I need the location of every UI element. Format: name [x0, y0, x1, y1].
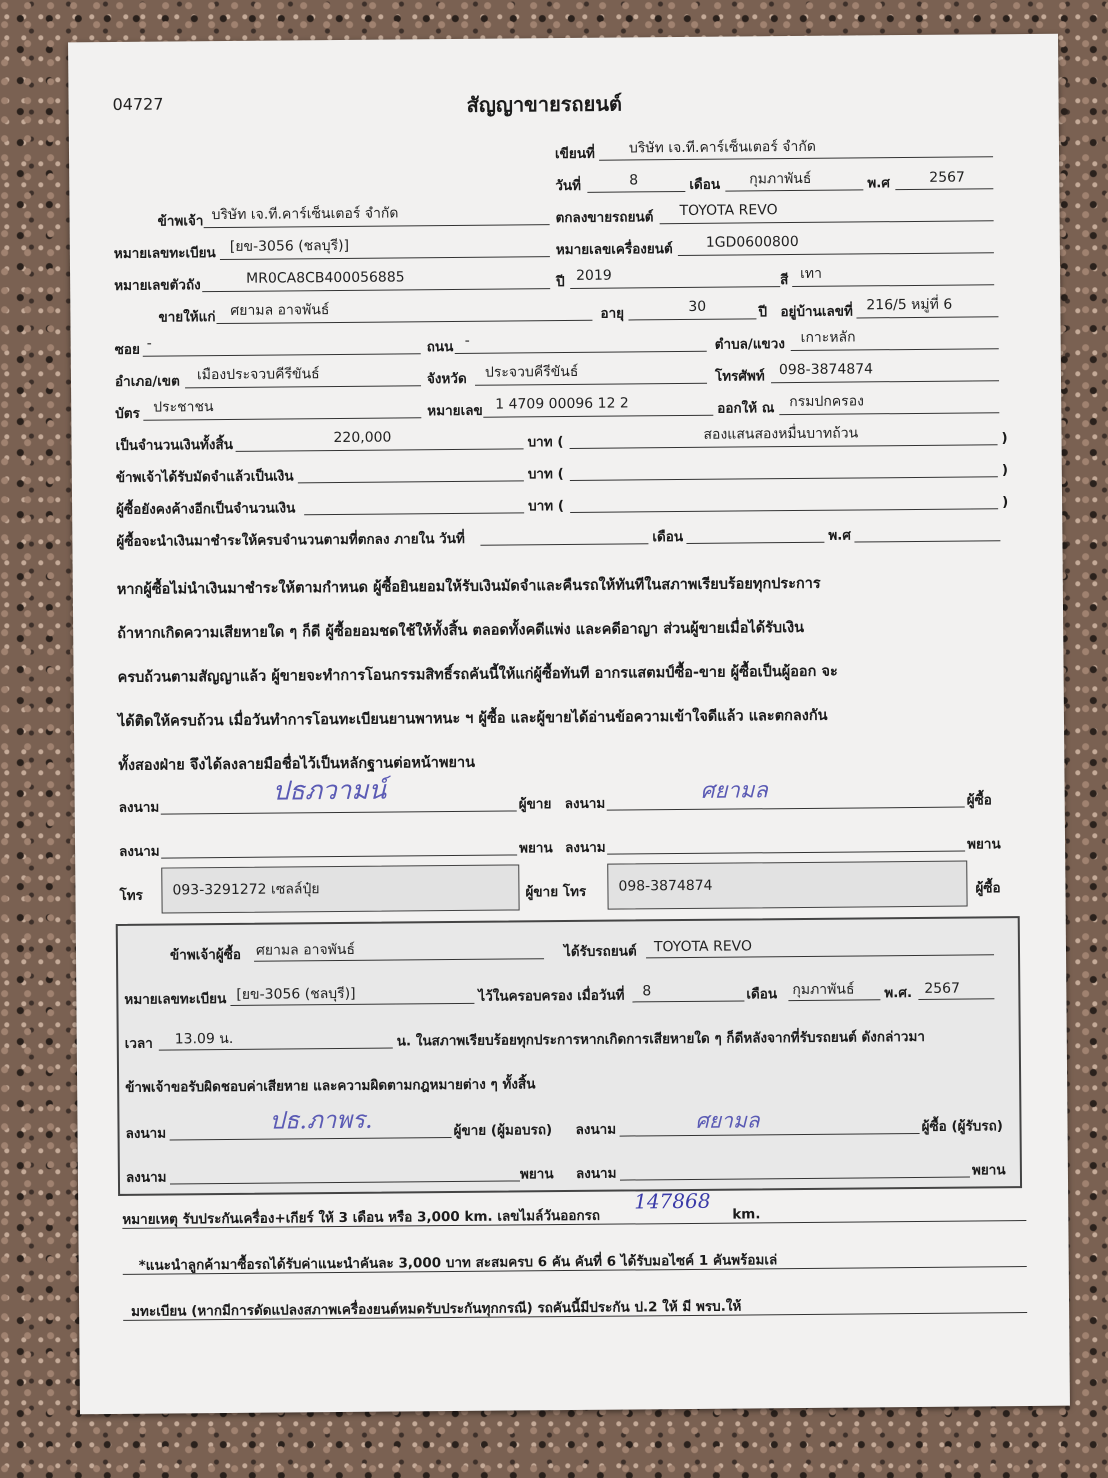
receipt-witness-role-2: พยาน	[971, 1162, 1006, 1179]
receipt-sign-2: ลงนาม	[575, 1121, 617, 1138]
receipt-time-label: เวลา	[124, 1035, 153, 1052]
receipt-buyer-role: ผู้ซื้อ (ผู้รับรถ)	[921, 1118, 1003, 1135]
total-baht: บาท (	[527, 434, 564, 451]
receipt-month-line	[788, 999, 880, 1001]
id-line	[483, 415, 713, 418]
remaining-line	[304, 512, 524, 515]
date-month-value: กุมภาพันธ์	[749, 170, 812, 188]
total-label: เป็นจำนวนเงินทั้งสิ้น	[115, 436, 233, 454]
total-value: 220,000	[333, 429, 392, 447]
sign-label-2: ลงนาม	[564, 795, 606, 813]
seller-tel-role: ผู้ขาย โทร	[525, 883, 587, 901]
remaining-label: ผู้ซื้อยังคงค้างอีกเป็นจำนวนเงิน	[116, 500, 296, 518]
receipt-witness1-line	[170, 1180, 520, 1184]
buyer-phone-box	[607, 861, 967, 910]
plate-line	[220, 256, 550, 260]
card-label: บัตร	[115, 405, 140, 422]
receipt-buyer: ศยามล อาจพันธ์	[255, 941, 356, 959]
document-title: สัญญาขายรถยนต์	[466, 91, 623, 117]
receipt-possess: ไว้ในครอบครอง เมื่อวันที่	[478, 987, 625, 1005]
note-line-3: มทะเบียน (หากมีการดัดแปลงสภาพเครื่องยนต์หมดรับประกันทุกกรณี) รถคันนี้มีประกัน ป.2 ให้ มี พรบ.ให้	[131, 1298, 742, 1320]
contract-paper	[68, 34, 1070, 1415]
district-label: อำเภอ/เขต	[114, 373, 180, 390]
payby-month-line	[686, 542, 824, 544]
issued-line	[779, 412, 999, 415]
chassis-value: MR0CA8CB400056885	[246, 269, 405, 287]
receipt-buyer-sign-line	[620, 1133, 920, 1137]
payby-label: ผู้ซื้อจะนำเงินมาชำระให้ครบจำนวนตามที่ตกลง ภายใน วันที่	[116, 530, 465, 550]
receipt-plate-line	[230, 1003, 474, 1006]
receipt-time-line	[159, 1048, 393, 1051]
issued-label: ออกให้ ณ	[717, 400, 775, 417]
receipt-sign-1: ลงนาม	[125, 1125, 167, 1142]
road-value: -	[464, 332, 470, 349]
receipt-witness-role-1: พยาน	[519, 1166, 554, 1183]
written-at-line	[599, 156, 993, 160]
soi-label: ซอย	[114, 341, 140, 358]
receipt-line2: น. ในสภาพเรียบร้อยทุกประการหากเกิดการเสียหายใด ๆ ก็ดีหลังจากที่รับรถยนต์ ดังกล่าวมา	[396, 1028, 926, 1050]
remaining-baht: บาท (	[528, 498, 565, 515]
date-year-value: 2567	[929, 169, 965, 186]
receipt-plate-label: หมายเลขทะเบียน	[124, 991, 227, 1008]
receipt-me: ข้าพเจ้าผู้ซื้อ	[169, 946, 242, 964]
sign-label-1: ลงนาม	[118, 799, 160, 816]
seller-line	[204, 224, 550, 228]
receipt-year-label: พ.ศ.	[884, 985, 913, 1002]
tel-label: โทร	[119, 887, 143, 904]
receipt-seller-signature: ปธ.ภาพร.	[269, 1105, 373, 1135]
year-value: 2019	[576, 267, 612, 284]
card-value: ประชาชน	[153, 399, 214, 416]
phone-value: 098-3874874	[778, 361, 874, 379]
age-unit: ปี	[758, 304, 768, 321]
date-month-line	[725, 189, 863, 191]
paragraph-line-5: ทั้งสองฝ่าย จึงได้ลงลายมือชื่อไว้เป็นหลักฐานต่อหน้าพยาน	[118, 754, 476, 774]
receipt-car: TOYOTA REVO	[653, 938, 753, 956]
total-words-line	[570, 444, 998, 449]
seller-sign-line	[161, 810, 517, 814]
paragraph-line-2: ถ้าหากเกิดความเสียหายใด ๆ ก็ดี ผู้ซื้อยอมชดใช้ให้ทั้งสิ้น ตลอดทั้งคดีแพ่ง และคดีอาญา ส่วนผู้ขายเมื่อได้รับเงิน	[117, 619, 805, 642]
address-line	[856, 316, 998, 318]
receipt-car-line	[646, 954, 994, 958]
date-month-label: เดือน	[689, 176, 721, 193]
paragraph-line-4: ได้ติดให้ครบถ้วน เมื่อวันทำการโอนทะเบียนยานพาหนะ ฯ ผู้ซื้อ และผู้ขายได้อ่านข้อความเข้าใจดีแล้ว และตกลงกัน	[117, 707, 828, 730]
receipt-year-line	[918, 998, 994, 1000]
note-line-1: หมายเหตุ รับประกันเครื่อง+เกียร์ ให้ 3 เดือน หรือ 3,000 km. เลขไมล์วันออกรถ	[122, 1207, 601, 1228]
age-line	[628, 318, 756, 320]
seller-phone-box	[161, 864, 519, 913]
receipt-day-line	[632, 1000, 744, 1002]
province-line	[475, 383, 707, 386]
buyer-phone: 098-3874874	[618, 877, 713, 895]
subdistrict-value: เกาะหลัก	[800, 329, 856, 346]
receipt-seller-role: ผู้ขาย (ผู้มอบรถ)	[453, 1122, 553, 1140]
written-at-label: เขียนที่	[554, 145, 595, 163]
receipt-year: 2567	[924, 980, 961, 997]
color-label: สี	[780, 272, 789, 289]
receipt-month-label: เดือน	[746, 986, 778, 1003]
seller-label: ข้าพเจ้า	[157, 213, 204, 230]
receipt-buyer-line	[254, 958, 544, 962]
date-day-value: 8	[629, 172, 639, 189]
witness1-line	[161, 854, 517, 858]
agree-line	[660, 220, 994, 224]
date-day-label: วันที่	[555, 177, 582, 195]
receipt-time: 13.09 น.	[174, 1030, 234, 1048]
total-words: สองแสนสองหมื่นบาทถ้วน	[703, 425, 859, 443]
plate-value: [ยข-3056 (ชลบุรี)]	[229, 237, 350, 255]
payby-year-label: พ.ศ	[828, 527, 852, 544]
buyer-value: ศยามล อาจพันธ์	[230, 302, 330, 319]
buyer-signature: ศยามล	[700, 778, 768, 804]
receipt-plate: [ยข-3056 (ชลบุรี)]	[236, 985, 356, 1003]
written-at-value: บริษัท เจ.ที.คาร์เซ็นเตอร์ จำกัด	[628, 138, 816, 157]
phone-line	[771, 380, 999, 383]
total-line	[236, 448, 524, 452]
seller-signature: ปธภวามน์	[272, 775, 387, 807]
witness-role-1: พยาน	[519, 840, 553, 857]
year-line	[570, 286, 780, 289]
buyer-tel-role: ผู้ซื้อ	[975, 880, 1001, 897]
receipt-day: 8	[642, 983, 652, 1000]
engine-line	[678, 252, 994, 256]
payby-day-line	[480, 543, 648, 545]
chassis-line	[202, 288, 550, 292]
buyer-label: ขายให้แก่	[158, 309, 216, 326]
receipt-month: กุมภาพันธ์	[792, 981, 855, 999]
province-label: จังหวัด	[426, 370, 467, 388]
seller-role: ผู้ขาย	[518, 796, 552, 813]
paragraph-line-3: ครบถ้วนตามสัญญาแล้ว ผู้ขายจะทำการโอนกรรมสิทธิ์รถคันนี้ให้แก่ผู้ซื้อทันที อากรแสตมป์ซื้อ-ขาย ผู้ซื้อเป็นผู้ออก จะ	[117, 663, 838, 686]
color-value: เทา	[800, 265, 823, 282]
address-value: 216/5 หมู่ที่ 6	[866, 296, 953, 314]
buyer-role: ผู้ซื้อ	[966, 792, 992, 809]
payby-year-line	[854, 540, 1000, 542]
buyer-sign-line	[607, 807, 965, 811]
engine-label: หมายเลขเครื่องยนต์	[555, 241, 673, 259]
note-line-2: *แนะนำลูกค้ามาซื้อรถได้รับค่าแนะนำคันละ 3,000 บาท สะสมครบ 6 คัน คันที่ 6 ได้รับมอไซค์ 1 คันพร้อมเล่	[138, 1252, 778, 1274]
address-label: อยู่บ้านเลขที่	[780, 303, 853, 321]
mileage-handwritten: 147868	[634, 1188, 711, 1214]
deposit-label: ข้าพเจ้าได้รับมัดจำแล้วเป็นเงิน	[115, 468, 294, 486]
year-label: ปี	[556, 274, 565, 291]
subdistrict-line	[791, 348, 999, 351]
receipt-line3: ข้าพเจ้าขอรับผิดชอบค่าเสียหาย และความผิดตามกฎหมายต่าง ๆ ทั้งสิ้น	[125, 1076, 536, 1096]
issued-value: กรมปกครอง	[789, 393, 864, 411]
receipt-sign-4: ลงนาม	[575, 1165, 617, 1182]
payby-month-label: เดือน	[652, 528, 684, 546]
subdistrict-label: ตำบล/แขวง	[714, 336, 785, 353]
receipt-sign-3: ลงนาม	[125, 1169, 167, 1186]
date-day-line	[587, 191, 685, 193]
deposit-words-line	[570, 476, 998, 481]
agree-label: ตกลงขายรถยนต์	[555, 209, 654, 227]
deposit-baht: บาท (	[527, 466, 564, 483]
chassis-label: หมายเลขตัวถัง	[114, 277, 201, 294]
district-value: เมืองประจวบคีรีขันธ์	[196, 366, 320, 384]
soi-value: -	[146, 335, 152, 352]
document-number: 04727	[112, 94, 164, 114]
road-line	[455, 351, 707, 354]
receipt-received: ได้รับรถยนต์	[563, 943, 637, 961]
receipt-buyer-signature: ศยามล	[695, 1108, 760, 1133]
province-value: ประจวบคีรีขันธ์	[484, 363, 579, 381]
sign-label-4: ลงนาม	[565, 839, 606, 857]
engine-value: 1GD0600800	[705, 233, 799, 251]
id-value: 1 4709 00096 12 2	[495, 395, 629, 413]
soi-line	[143, 353, 421, 356]
road-label: ถนน	[426, 338, 454, 356]
deposit-close: )	[1001, 462, 1009, 479]
seller-value: บริษัท เจ.ที.คาร์เซ็นเตอร์ จำกัด	[211, 205, 399, 224]
paragraph-line-1: หากผู้ซื้อไม่นำเงินมาชำระให้ตามกำหนด ผู้ซื้อยินยอมให้รับเงินมัดจำและคืนรถให้ทันทีในสภาพเรียบร้อยทุกประการ	[116, 575, 821, 598]
deposit-line	[298, 480, 524, 483]
date-year-line	[895, 188, 993, 190]
phone-label: โทรศัพท์	[714, 368, 765, 385]
card-line	[143, 417, 421, 420]
id-label: หมายเลข	[427, 402, 483, 420]
color-line	[792, 284, 994, 287]
plate-label: หมายเลขทะเบียน	[113, 245, 216, 262]
witness-role-2: พยาน	[966, 836, 1001, 853]
district-line	[185, 385, 421, 388]
age-label: อายุ	[600, 305, 625, 322]
sign-label-3: ลงนาม	[119, 843, 160, 860]
receipt-box	[116, 916, 1022, 1196]
seller-phone: 093-3291272 เซลล์ปุ๋ย	[172, 881, 320, 899]
age-value: 30	[688, 298, 707, 315]
remaining-close: )	[1002, 494, 1009, 511]
remaining-words-line	[570, 508, 998, 513]
note-km: km.	[732, 1206, 761, 1223]
date-year-label: พ.ศ	[867, 175, 890, 192]
buyer-line	[216, 320, 592, 324]
total-close: )	[1001, 430, 1008, 447]
witness2-line	[607, 851, 965, 855]
receipt-witness2-line	[620, 1177, 970, 1181]
agree-value: TOYOTA REVO	[679, 202, 778, 220]
